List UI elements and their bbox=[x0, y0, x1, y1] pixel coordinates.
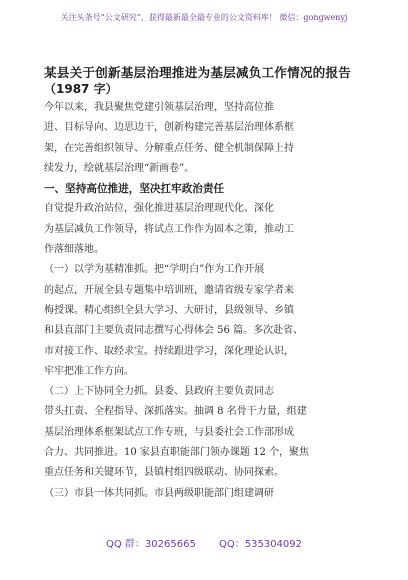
paragraph-line: 和县直部门主要负责同志撰写心得体会 56 篇。多次赴省、 bbox=[44, 325, 304, 337]
paragraph-line: 续发力，绘就基层治理“新画卷”。 bbox=[44, 162, 195, 174]
paragraph-line: 自觉提升政治站位，强化推进基层治理现代化、深化 bbox=[44, 203, 274, 215]
promo-banner: 关注头条号“公文研究”，获得最新最全最专业的公文资料库！ 微信：gongwenyj bbox=[60, 13, 348, 22]
document-title: 某县关于创新基层治理推进为基层减负工作情况的报告 bbox=[44, 65, 352, 80]
paragraph-line: 带头扛责、全程指导、深抓落实。抽调 8 名骨干力量，组建 bbox=[44, 406, 307, 418]
paragraph-line: 为基层减负工作领导，将试点工作作为固本之策，推动工 bbox=[44, 223, 294, 235]
document-body bbox=[44, 98, 370, 504]
paragraph-line: 进、目标导向、边思边干，创新构建完善基层治理体系框 bbox=[44, 122, 294, 134]
paragraph-line: （二）上下协同全力抓。县委、县政府主要负责同志 bbox=[44, 386, 274, 398]
paragraph-line: 重点任务和关键环节，县镇村组四级联动、协同探索。 bbox=[44, 467, 284, 479]
word-count: （1987 字） bbox=[44, 82, 118, 96]
paragraph-line: 市对接工作、取经求宝。持续跟进学习，深化理论认识， bbox=[44, 345, 294, 357]
contact-footer bbox=[0, 535, 408, 550]
paragraph-line: 基层治理体系框架试点工作专班，与县委社会工作部形成 bbox=[44, 426, 294, 438]
paragraph-line: 牢牢把准工作方向。 bbox=[44, 365, 134, 377]
paragraph-line: 架，在完善组织领导、分解重点任务、健全机制保障上持 bbox=[44, 142, 294, 154]
qq-group: QQ 群：30265665 bbox=[105, 539, 196, 550]
section-heading: 一、坚持高位推进，坚决扛牢政治责任 bbox=[44, 183, 225, 196]
paragraph-line: （一）以学为基精准抓。把“学明白”作为工作开展 bbox=[44, 264, 265, 276]
paragraph-line: 今年以来，我县聚焦党建引领基层治理，坚持高位推 bbox=[44, 102, 274, 113]
paragraph-line: 梅授课。精心组织全县大学习、大研讨，县级领导、乡镇 bbox=[44, 304, 294, 316]
paragraph-line: 的起点，开展全县专题集中培训班，邀请省级专家学者来 bbox=[44, 284, 294, 296]
paragraph-line: 作落细落地。 bbox=[44, 244, 104, 256]
paragraph-line: 合力、共同推进。10 家县直职能部门领办课题 12 个，聚焦 bbox=[44, 447, 309, 459]
qq-number: QQ：535304092 bbox=[219, 539, 303, 550]
paragraph-line: （三）市县一体共同抓。市县两级职能部门组建调研 bbox=[44, 487, 274, 499]
